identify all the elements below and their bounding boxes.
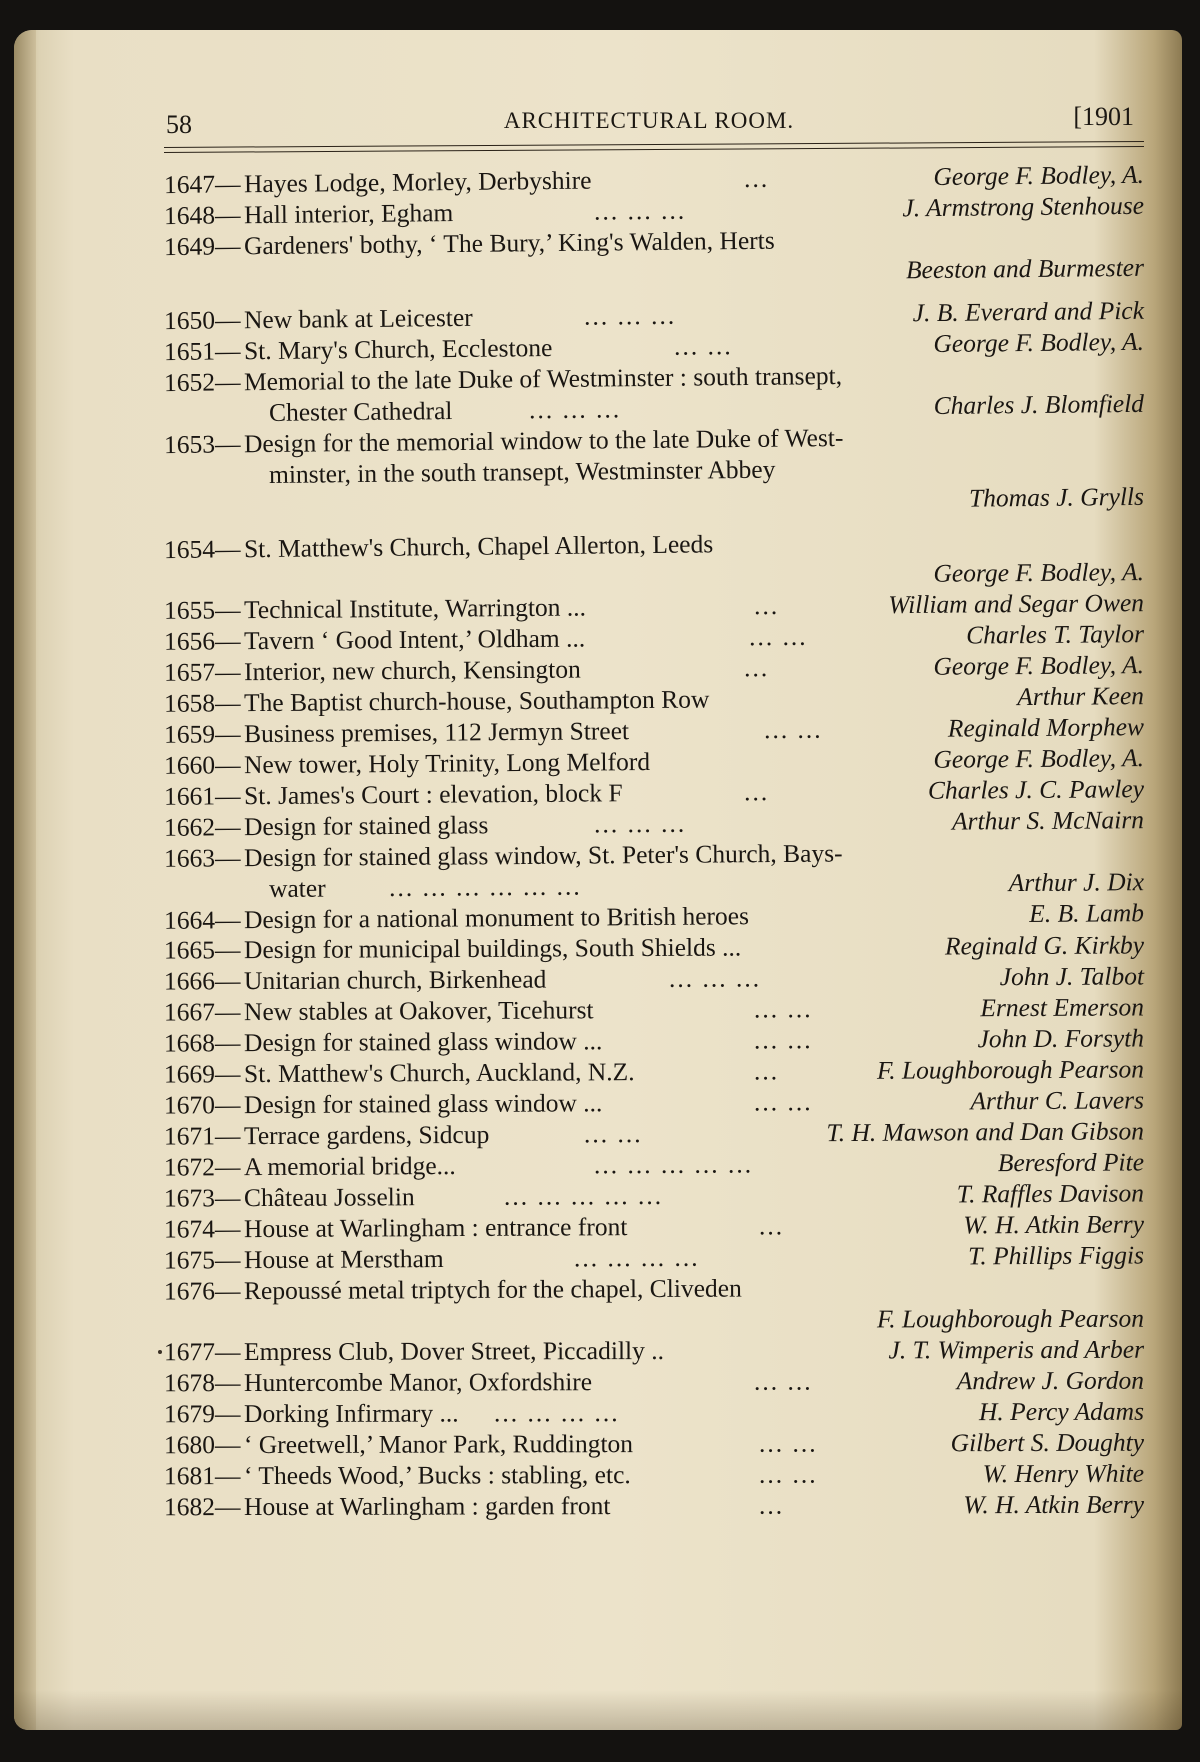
dot-leader: ... ... <box>758 1428 818 1458</box>
entry-number: 1660— <box>163 750 241 780</box>
entry-number: 1671— <box>163 1121 241 1151</box>
entry-number: 1669— <box>163 1059 241 1089</box>
entry-title: Design for stained glass window ... <box>243 1026 603 1058</box>
dot-leader: ... <box>743 653 770 683</box>
dot-leader: ... ... ... ... ... <box>593 1149 754 1180</box>
entry-number: 1658— <box>163 688 241 718</box>
entry-author: T. Phillips Figgis <box>967 1240 1145 1271</box>
dot-leader: ... <box>753 1056 780 1086</box>
entry-author: J. Armstrong Stenhouse <box>902 190 1145 223</box>
entry-title: House at Merstham <box>243 1244 444 1275</box>
dot-leader: ... ... ... <box>528 394 622 425</box>
dot-leader: ... ... ... ... ... ... <box>388 871 582 903</box>
entry-title: New tower, Holy Trinity, Long Melford <box>243 746 651 780</box>
dot-leader: ... ... ... <box>593 195 687 226</box>
entry-title: Terrace gardens, Sidcup <box>243 1119 490 1151</box>
entry-number: 1647— <box>163 169 241 200</box>
dot-leader: ... ... <box>763 714 823 745</box>
dot-leader: ... ... <box>583 1119 643 1149</box>
entry-number: 1663— <box>163 843 241 873</box>
entry-author: T. H. Mawson and Dan Gibson <box>826 1116 1145 1148</box>
entry-number: 1673— <box>163 1183 241 1213</box>
catalogue-entry-line <box>154 1084 1144 1120</box>
dot-leader: ... ... <box>753 1025 813 1055</box>
entry-title: A memorial bridge... <box>243 1151 456 1182</box>
entry-author: George F. Bodley, A. <box>933 650 1145 681</box>
entry-number: 1657— <box>163 657 241 687</box>
entry-title: Hall interior, Egham <box>243 198 454 230</box>
entry-number: 1652— <box>163 367 241 398</box>
page-content <box>154 30 1144 1730</box>
entry-author: Gilbert S. Doughty <box>950 1427 1145 1458</box>
entry-title: Memorial to the late Duke of Westminster : south transept, <box>243 360 843 397</box>
entry-author: John D. Forsyth <box>977 1023 1145 1054</box>
entry-title: Empress Club, Dover Street, Piccadilly .. <box>243 1335 665 1367</box>
dot-leader: ... <box>758 1490 785 1520</box>
entry-author: F. Loughborough Pearson <box>876 1303 1145 1334</box>
entry-author: John J. Talbot <box>999 961 1145 992</box>
entry-author: Reginald G. Kirkby <box>944 930 1145 961</box>
dot-leader: ... <box>758 1211 785 1241</box>
entry-number: 1654— <box>163 534 241 565</box>
entry-title: Interior, new church, Kensington <box>243 654 581 687</box>
entry-author: W. H. Atkin Berry <box>963 1209 1145 1240</box>
dot-leader: ... <box>743 163 770 194</box>
entry-author: Ernest Emerson <box>980 992 1145 1023</box>
entry-author: T. Raffles Davison <box>956 1178 1145 1209</box>
entry-number: 1651— <box>163 336 241 367</box>
dot-leader: ... <box>753 590 780 621</box>
entry-number: 1677— <box>163 1337 241 1367</box>
dot-leader: ... ... <box>673 331 733 361</box>
entry-number: 1655— <box>163 595 241 625</box>
entry-title: Chester Cathedral <box>268 396 453 427</box>
entry-number: 1676— <box>163 1276 241 1306</box>
catalogue-entry-line <box>154 929 1144 965</box>
catalogue-entry-line <box>154 1022 1144 1058</box>
catalogue-entry-line <box>154 1396 1144 1430</box>
entry-title: St. Matthew's Church, Chapel Allerton, Leeds <box>243 529 714 564</box>
dot-leader: ... ... ... ... <box>573 1242 700 1273</box>
entry-number: 1672— <box>163 1152 241 1182</box>
dot-leader: ... ... ... <box>593 808 687 839</box>
catalogue-entry-line <box>154 1208 1144 1244</box>
dot-leader: ... ... <box>758 1459 818 1489</box>
catalogue-entry-line <box>154 1458 1144 1492</box>
entry-author: Arthur J. Dix <box>1008 867 1145 898</box>
entry-number: 1664— <box>163 905 241 935</box>
entry-title: New bank at Leicester <box>243 302 473 335</box>
catalogue-entry-line <box>154 1115 1144 1151</box>
dot-leader: ... ... <box>748 621 808 652</box>
catalogue-entry-line <box>154 1146 1144 1182</box>
catalogue-list <box>154 159 1145 1704</box>
entry-author: Arthur Keen <box>1017 681 1145 712</box>
entry-author: Reginald Morphew <box>947 712 1145 743</box>
dot-leader: ... ... ... ... ... <box>503 1180 664 1211</box>
entry-number: 1682— <box>163 1492 241 1522</box>
dot-leader: ... ... <box>753 1366 813 1396</box>
entry-number: 1661— <box>163 781 241 811</box>
entry-number: 1679— <box>163 1399 241 1429</box>
entry-number: 1675— <box>163 1245 241 1275</box>
entry-author: E. B. Lamb <box>1029 898 1145 929</box>
entry-title: Design for municipal buildings, South Shields ... <box>243 932 742 965</box>
entry-author: J. T. Wimperis and Arber <box>888 1334 1145 1365</box>
catalogue-entry-line <box>154 960 1144 996</box>
catalogue-entry-line <box>154 1053 1144 1089</box>
dot-leader: ... ... ... ... <box>493 1398 620 1428</box>
entry-author: Beeston and Burmester <box>905 252 1145 285</box>
entry-number: 1659— <box>163 719 241 749</box>
entry-author: Thomas J. Grylls <box>968 481 1145 513</box>
catalogue-entry-line <box>154 1270 1144 1306</box>
entry-author: George F. Bodley, A. <box>933 159 1145 192</box>
entry-author: W. H. Atkin Berry <box>963 1489 1145 1520</box>
entry-title: ‘ Theeds Wood,’ Bucks : stabling, etc. <box>243 1460 631 1491</box>
catalogue-entry-line <box>154 1489 1144 1523</box>
entry-title: Design for stained glass window ... <box>243 1088 603 1120</box>
entry-title: House at Warlingham : entrance front <box>243 1212 628 1244</box>
entry-title: Design for the memorial window to the late Duke of West- <box>243 422 844 459</box>
entry-number: 1650— <box>163 305 241 336</box>
entry-title: Dorking Infirmary ... <box>243 1398 459 1429</box>
dot-leader: ... <box>743 777 770 807</box>
entry-number: 1653— <box>163 429 241 460</box>
entry-title: Design for a national monument to British heroes <box>243 901 750 935</box>
entry-author: J. B. Everard and Pick <box>912 295 1145 328</box>
catalogue-entry-line <box>154 1239 1144 1275</box>
catalogue-entry-line <box>154 1365 1144 1399</box>
entry-number: 1681— <box>163 1461 241 1491</box>
entry-author: Charles J. C. Pawley <box>927 774 1145 805</box>
entry-author: George F. Bodley, A. <box>933 557 1145 588</box>
entry-number: 1674— <box>163 1214 241 1244</box>
header-year: [1901 <box>1073 102 1134 131</box>
entry-number: 1666— <box>163 966 241 996</box>
running-header <box>154 98 1144 138</box>
book-page <box>14 30 1182 1730</box>
entry-title: Château Josselin <box>243 1182 415 1213</box>
entry-title: St. James's Court : elevation, block F <box>243 778 623 811</box>
catalogue-entry-line <box>154 1427 1144 1461</box>
page-title: ARCHITECTURAL ROOM. <box>503 108 795 133</box>
entry-number: 1656— <box>163 626 241 656</box>
entry-number: 1670— <box>163 1090 241 1120</box>
entry-number: 1665— <box>163 935 241 965</box>
entry-title: Design for stained glass <box>243 810 489 842</box>
entry-author: W. Henry White <box>982 1458 1145 1489</box>
entry-number: 1648— <box>163 200 241 231</box>
page-number: 58 <box>166 110 192 139</box>
entry-number: 1649— <box>163 231 241 262</box>
dot-leader: ... ... <box>753 1087 813 1117</box>
catalogue-entry-line <box>154 991 1144 1027</box>
page-gutter <box>14 30 36 1730</box>
entry-title: Business premises, 112 Jermyn Street <box>243 716 630 749</box>
entry-title: Huntercombe Manor, Oxfordshire <box>243 1367 593 1398</box>
dot-leader: ... ... ... <box>668 963 762 993</box>
entry-title: Unitarian church, Birkenhead <box>243 964 547 996</box>
entry-number: 1662— <box>163 812 241 842</box>
entry-number: 1678— <box>163 1368 241 1398</box>
entry-title: The Baptist church-house, Southampton Row <box>243 684 710 718</box>
entry-author: Charles J. Blomfield <box>933 388 1145 421</box>
entry-author: F. Loughborough Pearson <box>876 1054 1145 1085</box>
entry-author: Arthur S. McNairn <box>951 805 1145 836</box>
entry-title: Tavern ‘ Good Intent,’ Oldham ... <box>243 623 586 656</box>
entry-author: H. Percy Adams <box>978 1396 1145 1427</box>
entry-title: Hayes Lodge, Morley, Derbyshire <box>243 165 592 199</box>
entry-author: Charles T. Taylor <box>966 619 1145 650</box>
entry-number: 1668— <box>163 1028 241 1058</box>
entry-author: George F. Bodley, A. <box>933 743 1145 774</box>
catalogue-entry-line <box>154 1303 1144 1337</box>
entry-title: St. Mary's Church, Ecclestone <box>243 333 553 366</box>
entry-author: Beresford Pite <box>997 1147 1145 1178</box>
entry-title: Design for stained glass window, St. Peter's Church, Bays- <box>243 838 843 873</box>
entry-author: Arthur C. Lavers <box>970 1085 1145 1116</box>
dot-leader: ... ... <box>753 994 813 1024</box>
entry-title: New stables at Oakover, Ticehurst <box>243 995 594 1027</box>
entry-title: Repoussé metal triptych for the chapel, Cliveden <box>243 1273 742 1306</box>
entry-author: William and Segar Owen <box>888 588 1145 620</box>
entry-title: water <box>268 873 326 903</box>
entry-title: Gardeners' bothy, ‘ The Bury,’ King's Walden, Herts <box>243 225 775 261</box>
entry-author: Andrew J. Gordon <box>956 1365 1145 1396</box>
entry-number: 1667— <box>163 997 241 1027</box>
catalogue-entry-line <box>154 1334 1144 1368</box>
entry-title: St. Matthew's Church, Auckland, N.Z. <box>243 1057 635 1089</box>
entry-title: ‘ Greetwell,’ Manor Park, Ruddington <box>243 1429 634 1460</box>
entry-author: George F. Bodley, A. <box>933 326 1145 359</box>
dot-leader: ... ... ... <box>583 300 677 331</box>
entry-title: Technical Institute, Warrington ... <box>243 592 587 625</box>
catalogue-entry-line <box>154 1177 1144 1213</box>
stray-ink-dot <box>158 1350 162 1354</box>
entry-number: 1680— <box>163 1430 241 1460</box>
entry-title: minster, in the south transept, Westminster Abbey <box>268 454 776 489</box>
entry-title: House at Warlingham : garden front <box>243 1491 611 1522</box>
